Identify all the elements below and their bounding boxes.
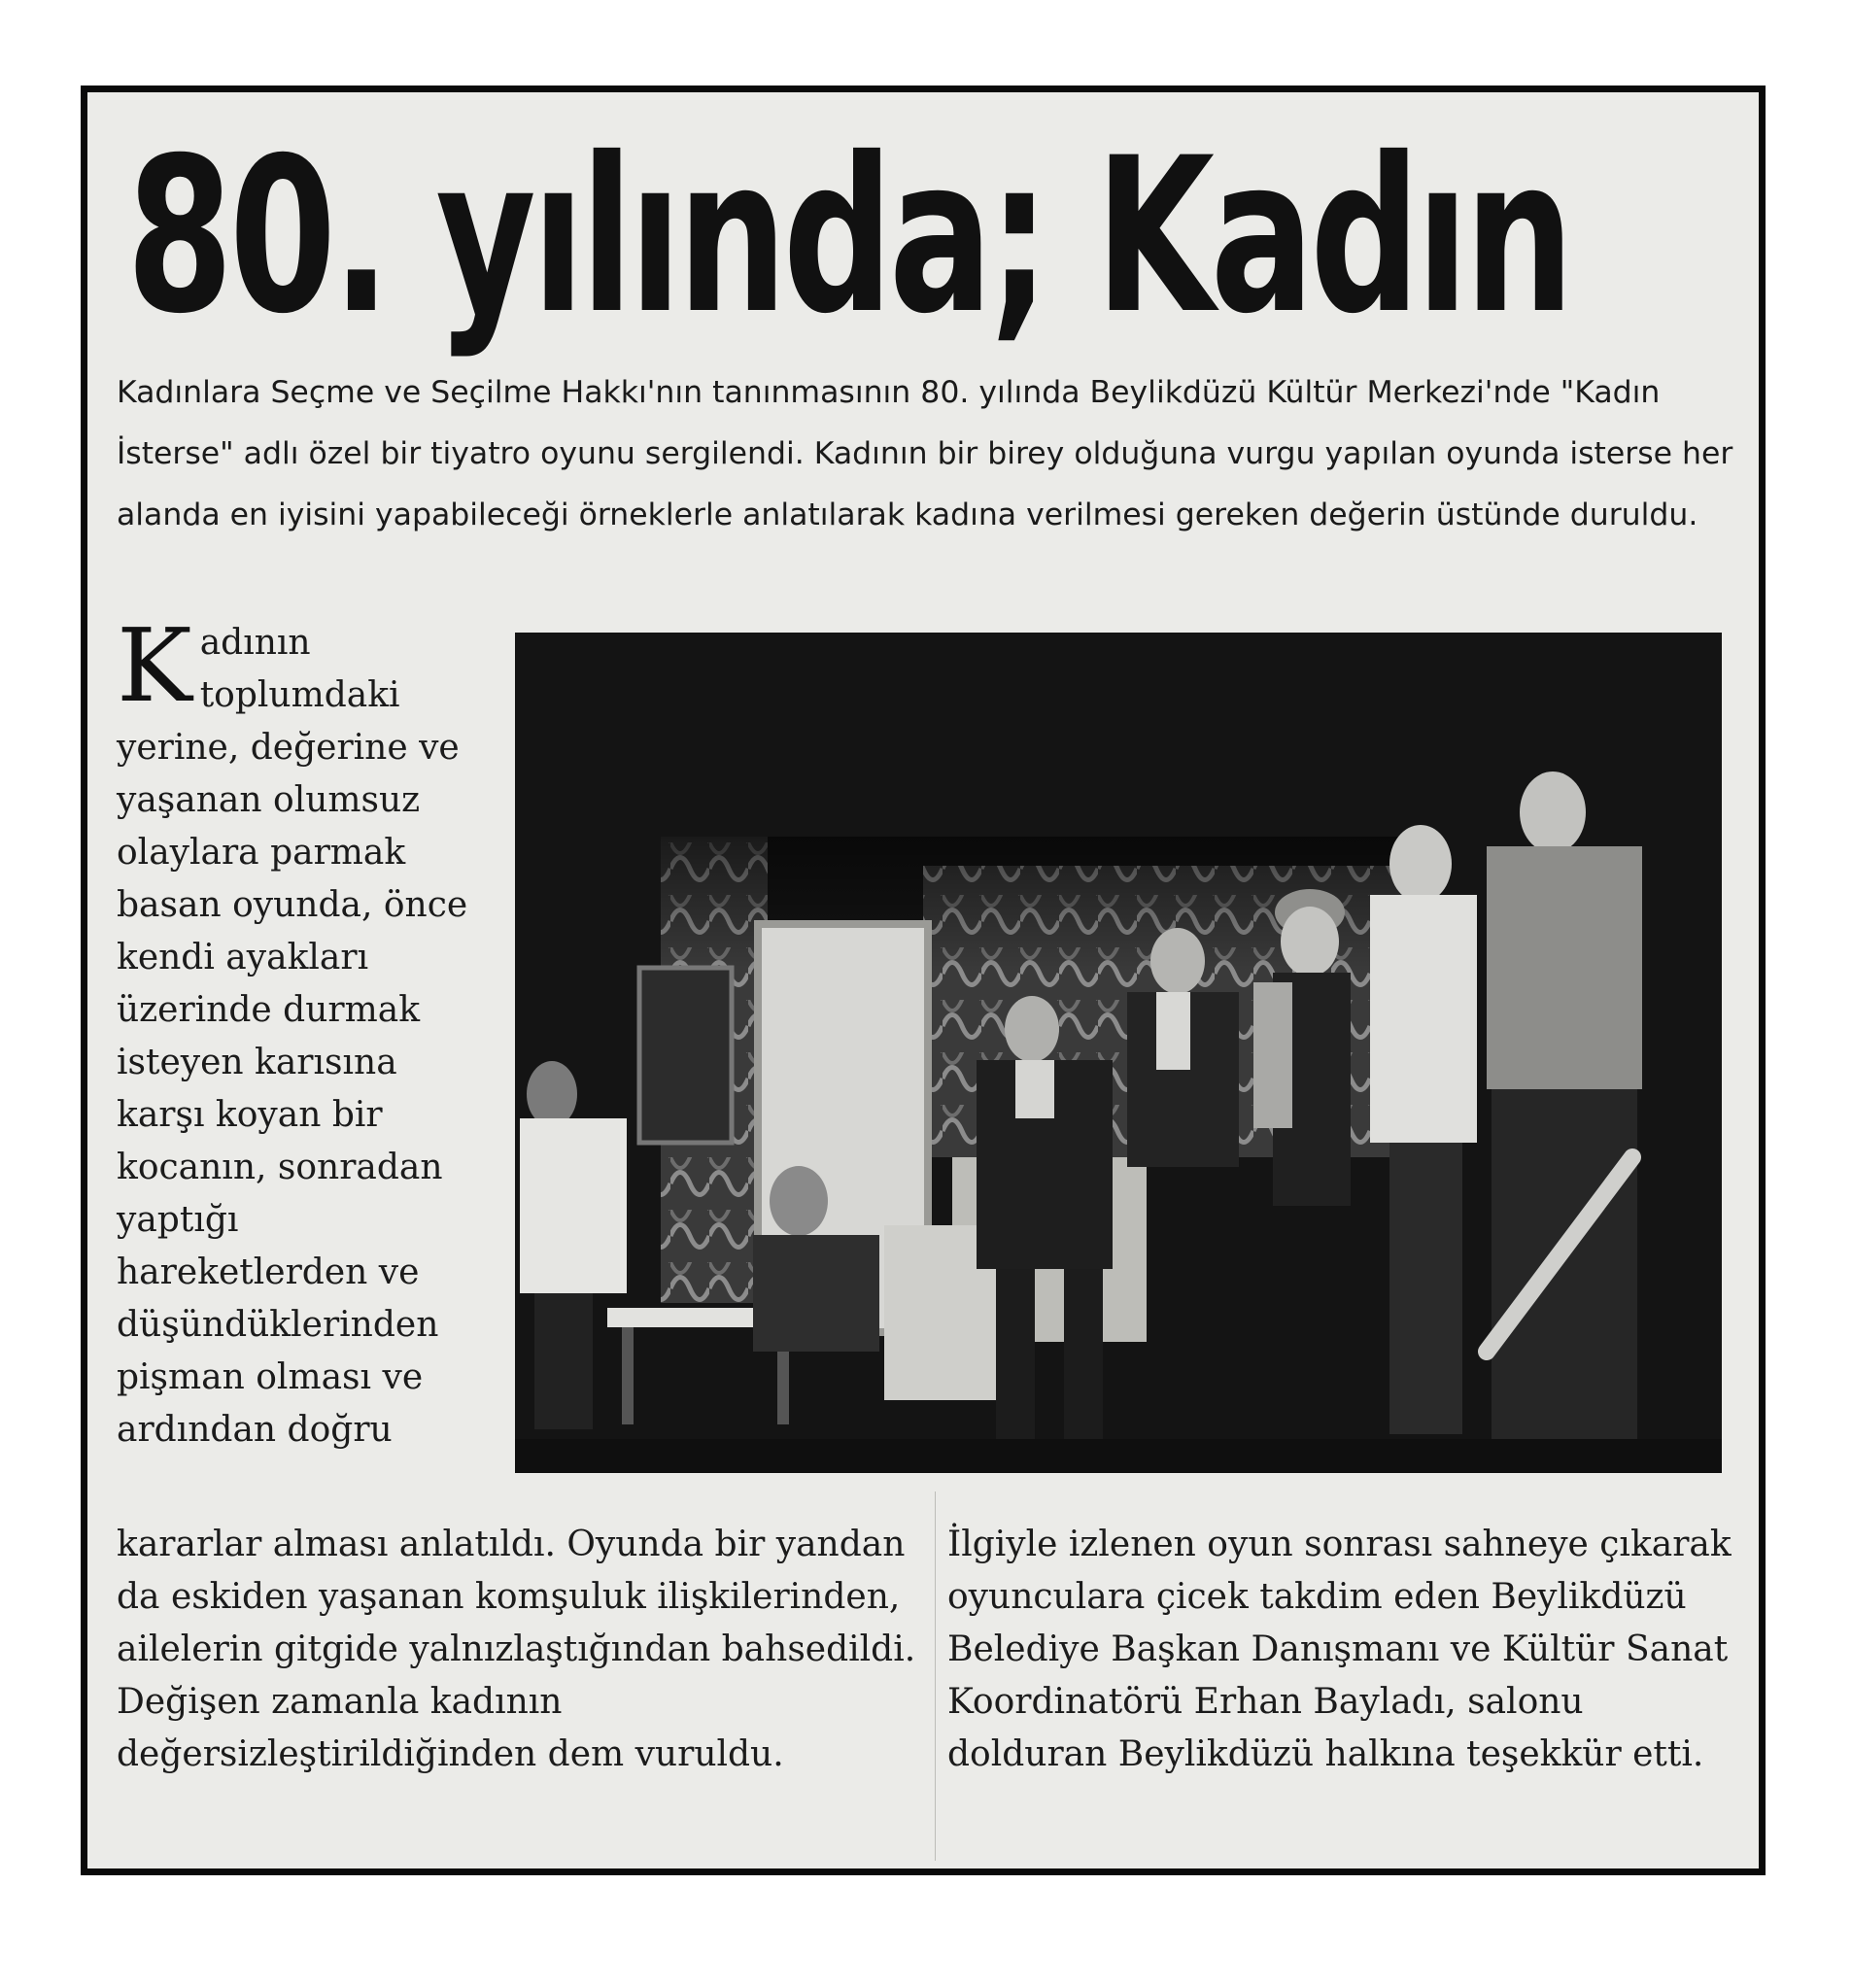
lead-paragraph: Kadınlara Seçme ve Seçilme Hakkı'nın tanınmasının 80. yılında Beylikdüzü Kültür Merkezi'nde "Kadın İsterse" adlı özel bir tiyatro oyunu sergilendi. Kadının bir birey olduğuna vurgu yapılan oyunda isterse her alanda en iyisini yapabileceği örneklerle anlatılarak kadına verilmesi gereken değerin üstünde duruldu. xyxy=(117,375,1733,532)
body-column-bottom: kararlar alması anlatıldı. Oyunda bir yandan da eskiden yaşanan komşuluk ilişkilerinden, ailelerin gitgide yalnızlaştığından bahsedildi. Değişen zamanla kadının değersizleştirildiğinden dem vuruldu. xyxy=(117,1525,916,1774)
body-column-right: İlgiyle izlenen oyun sonrası sahneye çıkarak oyunculara çicek takdim eden Beylikdüzü Belediye Başkan Danışmanı ve Kültür Sanat Koordinatörü Erhan Bayladı, salonu dolduran Beylikdüzü halkına teşekkür etti. xyxy=(947,1525,1732,1774)
drop-cap: K xyxy=(117,606,192,725)
body-column-left xyxy=(117,606,486,1457)
headline: 80. yılında; Kadın xyxy=(126,112,1570,360)
stage-photo xyxy=(515,633,1722,1473)
column-divider xyxy=(935,1491,936,1861)
body-left-text: adının toplumdaki yerine, değerine ve yaşanan olumsuz olaylara parmak basan oyunda, önce kendi ayakları üzerinde durmak isteyen karısına karşı koyan bir kocanın, sonradan yaptığı hareketlerden ve düşündüklerinden pişman olması ve ardından doğru xyxy=(117,623,468,1450)
newspaper-clipping xyxy=(81,86,1766,1875)
